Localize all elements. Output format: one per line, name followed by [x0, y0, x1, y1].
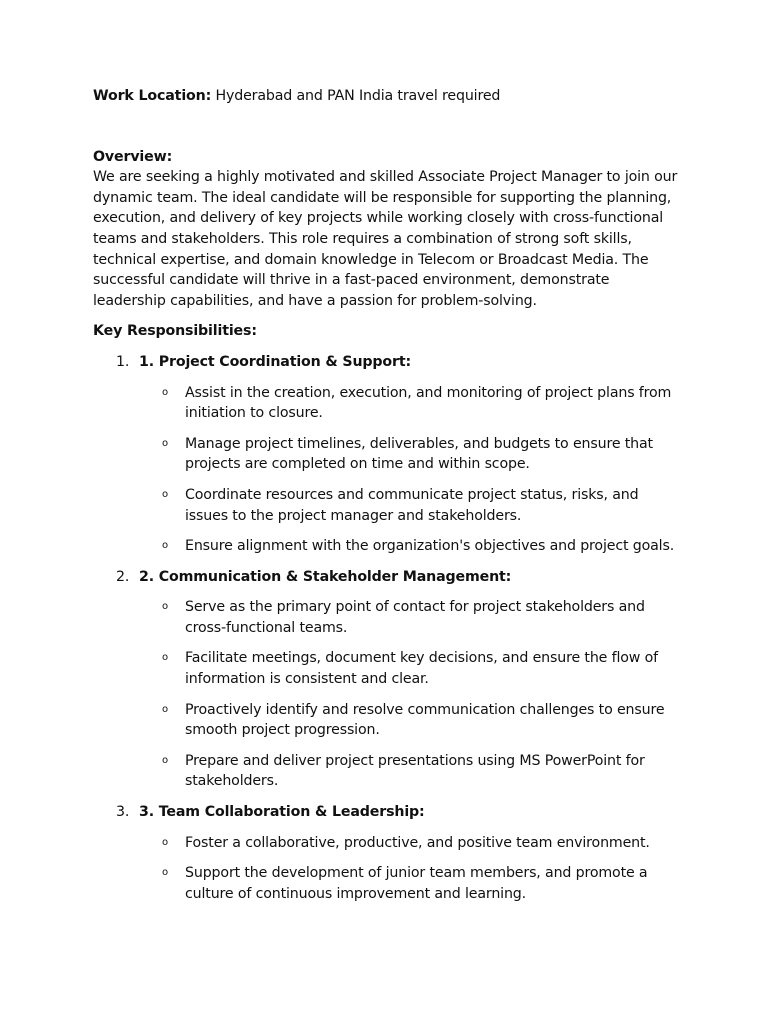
overview-heading: Overview: [93, 148, 173, 165]
list-item-text: Serve as the primary point of contact for project stakeholders and cross-functional teams. [185, 599, 645, 636]
section-number: 2. [116, 568, 130, 585]
hollow-bullet-icon: o [162, 437, 168, 449]
section-title: 3. Team Collaboration & Leadership: [139, 804, 425, 821]
document-page [93, 86, 683, 904]
list-item [93, 751, 683, 792]
section-heading [93, 802, 683, 823]
list-item [93, 536, 683, 557]
list-item [93, 383, 683, 424]
section-title: 2. Communication & Stakeholder Management: [139, 568, 512, 585]
list-item [93, 485, 683, 526]
bullet-list [93, 833, 683, 905]
bullet-list [93, 383, 683, 557]
responsibility-section [93, 802, 683, 904]
work-location-value: Hyderabad and PAN India travel required [211, 88, 501, 104]
hollow-bullet-icon: o [162, 386, 168, 398]
list-item [93, 833, 683, 854]
list-item [93, 863, 683, 904]
hollow-bullet-icon: o [162, 601, 168, 613]
hollow-bullet-icon: o [162, 754, 168, 766]
list-item [93, 597, 683, 638]
hollow-bullet-icon: o [162, 488, 168, 500]
key-responsibilities-heading: Key Responsibilities: [93, 323, 257, 340]
hollow-bullet-icon: o [162, 652, 168, 664]
hollow-bullet-icon: o [162, 836, 168, 848]
list-item-text: Foster a collaborative, productive, and positive team environment. [185, 834, 650, 851]
section-heading [93, 567, 683, 588]
responsibilities-list [93, 352, 683, 904]
list-item-text: Coordinate resources and communicate project status, risks, and issues to the project manager and stakeholders. [185, 486, 639, 524]
work-location-label: Work Location: [93, 88, 212, 104]
list-item-text: Facilitate meetings, document key decisions, and ensure the flow of information is consistent and clear. [185, 650, 658, 688]
responsibility-section [93, 567, 683, 792]
hollow-bullet-icon: o [162, 703, 168, 715]
hollow-bullet-icon: o [162, 540, 168, 552]
list-item-text: Support the development of junior team members, and promote a culture of continuous improvement and learning. [185, 865, 648, 902]
list-item [93, 434, 683, 475]
section-title: 1. Project Coordination & Support: [139, 353, 412, 370]
list-item-text: Manage project timelines, deliverables, and budgets to ensure that projects are completed on time and within scope. [185, 435, 653, 473]
list-item-text: Assist in the creation, execution, and monitoring of project plans from initiation to closure. [185, 384, 672, 422]
overview-paragraph: We are seeking a highly motivated and skilled Associate Project Manager to join our dynamic team. The ideal candidate will be responsible for supporting the planning, execution, and delivery of key projects while working closely with cross-functional teams and stakeholders. This role requires a combination of strong soft skills, technical expertise, and domain knowledge in Telecom or Broadcast Media. The successful candidate will thrive in a fast-paced environment, demonstrate leadership capabilities, and have a passion for problem-solving. [93, 169, 678, 309]
list-item-text: Ensure alignment with the organization's objectives and project goals. [185, 538, 675, 555]
list-item-text: Prepare and deliver project presentations using MS PowerPoint for stakeholders. [185, 752, 645, 790]
bullet-list [93, 597, 683, 792]
section-heading [93, 352, 683, 373]
list-item [93, 648, 683, 689]
responsibility-section [93, 352, 683, 557]
hollow-bullet-icon: o [162, 867, 168, 879]
section-number: 3. [116, 804, 130, 821]
list-item-text: Proactively identify and resolve communication challenges to ensure smooth project progression. [185, 701, 665, 739]
list-item [93, 700, 683, 741]
section-number: 1. [116, 353, 130, 370]
work-location-line [93, 86, 683, 107]
